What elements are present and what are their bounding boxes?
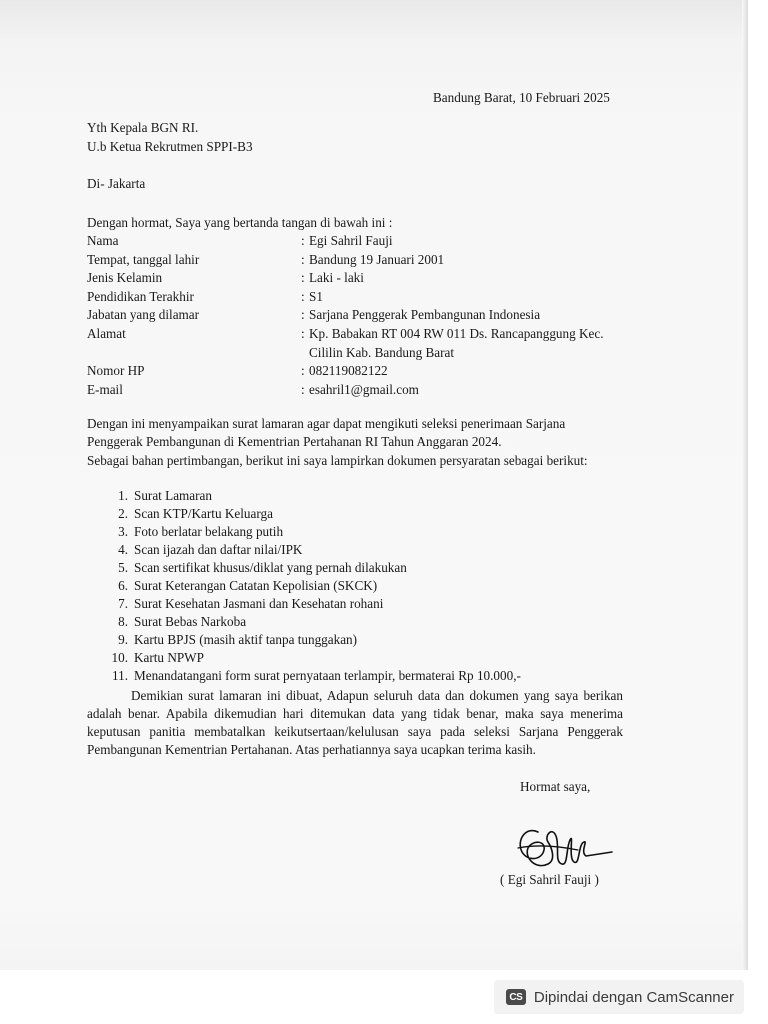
field-separator: : <box>301 252 305 267</box>
list-number: 1. <box>118 488 128 503</box>
body-line-3: Sebagai bahan pertimbangan, berikut ini saya lampirkan dokumen persyaratan sebagai berikut: <box>87 453 588 468</box>
list-text: Surat Lamaran <box>134 488 212 503</box>
field-separator: : <box>301 363 305 378</box>
recipient-line-1: Yth Kepala BGN RI. <box>87 120 199 135</box>
field-value: Egi Sahril Fauji <box>309 233 393 248</box>
field-label: E-mail <box>87 382 123 397</box>
field-value: Laki - laki <box>309 270 364 285</box>
field-separator: : <box>301 233 305 248</box>
field-label: Nomor HP <box>87 363 145 378</box>
field-separator: : <box>301 326 305 341</box>
field-label: Alamat <box>87 326 126 341</box>
field-separator: : <box>301 307 305 322</box>
closing-paragraph: Demikian surat lamaran ini dibuat, Adapun seluruh data dan dokumen yang saya berikan adalah benar. Apabila dikemudian hari ditemukan data yang tidak benar, maka saya menerima keputusan panitia membatalkan keikutsertaan/kelulusan saya pada seleksi Sarjana Penggerak Pembangunan Kementrian Pertahanan. Atas perhatiannya saya ucapkan terima kasih. <box>87 688 623 757</box>
list-number: 7. <box>118 596 128 611</box>
camscanner-logo-icon: CS <box>506 989 526 1005</box>
list-number: 2. <box>118 506 128 521</box>
list-text: Surat Keterangan Catatan Kepolisian (SKCK) <box>134 578 378 593</box>
list-number: 8. <box>118 614 128 629</box>
field-value: Bandung 19 Januari 2001 <box>309 252 445 267</box>
field-label: Pendidikan Terakhir <box>87 289 194 304</box>
list-number: 10. <box>111 650 128 665</box>
field-label: Nama <box>87 233 119 248</box>
list-number: 4. <box>118 542 128 557</box>
recipient-location: Di- Jakarta <box>87 176 146 191</box>
field-value: esahril1@gmail.com <box>309 382 419 397</box>
opening-line: Dengan hormat, Saya yang bertanda tangan di bawah ini : <box>87 215 393 230</box>
field-label: Tempat, tanggal lahir <box>87 252 200 267</box>
field-value: 082119082122 <box>309 363 388 378</box>
list-number: 5. <box>118 560 128 575</box>
list-text: Surat Bebas Narkoba <box>134 614 247 629</box>
scanner-label: Dipindai dengan CamScanner <box>533 988 734 1006</box>
valediction: Hormat saya, <box>520 779 591 794</box>
field-separator: : <box>301 382 305 397</box>
field-value: Sarjana Penggerak Pembangunan Indonesia <box>309 307 541 322</box>
list-text: Kartu BPJS (masih aktif tanpa tunggakan) <box>134 632 358 647</box>
list-number: 6. <box>118 578 128 593</box>
field-label: Jabatan yang dilamar <box>87 307 200 322</box>
list-number: 11. <box>112 668 128 683</box>
field-separator: : <box>301 289 305 304</box>
handwritten-signature <box>508 818 618 874</box>
field-value: Kp. Babakan RT 004 RW 011 Ds. Rancapanggung Kec. <box>309 326 604 341</box>
list-text: Scan KTP/Kartu Keluarga <box>134 506 273 521</box>
field-separator: : <box>301 270 305 285</box>
camscanner-watermark <box>494 980 744 1014</box>
list-text: Menandatangani form surat pernyataan terlampir, bermaterai Rp 10.000,- <box>134 668 521 683</box>
list-text: Kartu NPWP <box>134 650 204 665</box>
list-number: 9. <box>118 632 128 647</box>
list-text: Foto berlatar belakang putih <box>134 524 284 539</box>
recipient-line-2: U.b Ketua Rekrutmen SPPI-B3 <box>87 139 253 154</box>
field-value-line-2: Cililin Kab. Bandung Barat <box>309 345 455 360</box>
body-line-2: Penggerak Pembangunan di Kementrian Pertahanan RI Tahun Anggaran 2024. <box>87 434 502 449</box>
list-text: Scan ijazah dan daftar nilai/IPK <box>134 542 303 557</box>
place-date: Bandung Barat, 10 Februari 2025 <box>433 90 610 105</box>
body-line-1: Dengan ini menyampaikan surat lamaran agar dapat mengikuti seleksi penerimaan Sarjana <box>87 416 566 431</box>
signer-name: ( Egi Sahril Fauji ) <box>500 872 599 887</box>
field-label: Jenis Kelamin <box>87 270 163 285</box>
list-text: Surat Kesehatan Jasmani dan Kesehatan rohani <box>134 596 384 611</box>
list-number: 3. <box>118 524 128 539</box>
list-text: Scan sertifikat khusus/diklat yang pernah dilakukan <box>134 560 407 575</box>
field-value: S1 <box>309 289 323 304</box>
